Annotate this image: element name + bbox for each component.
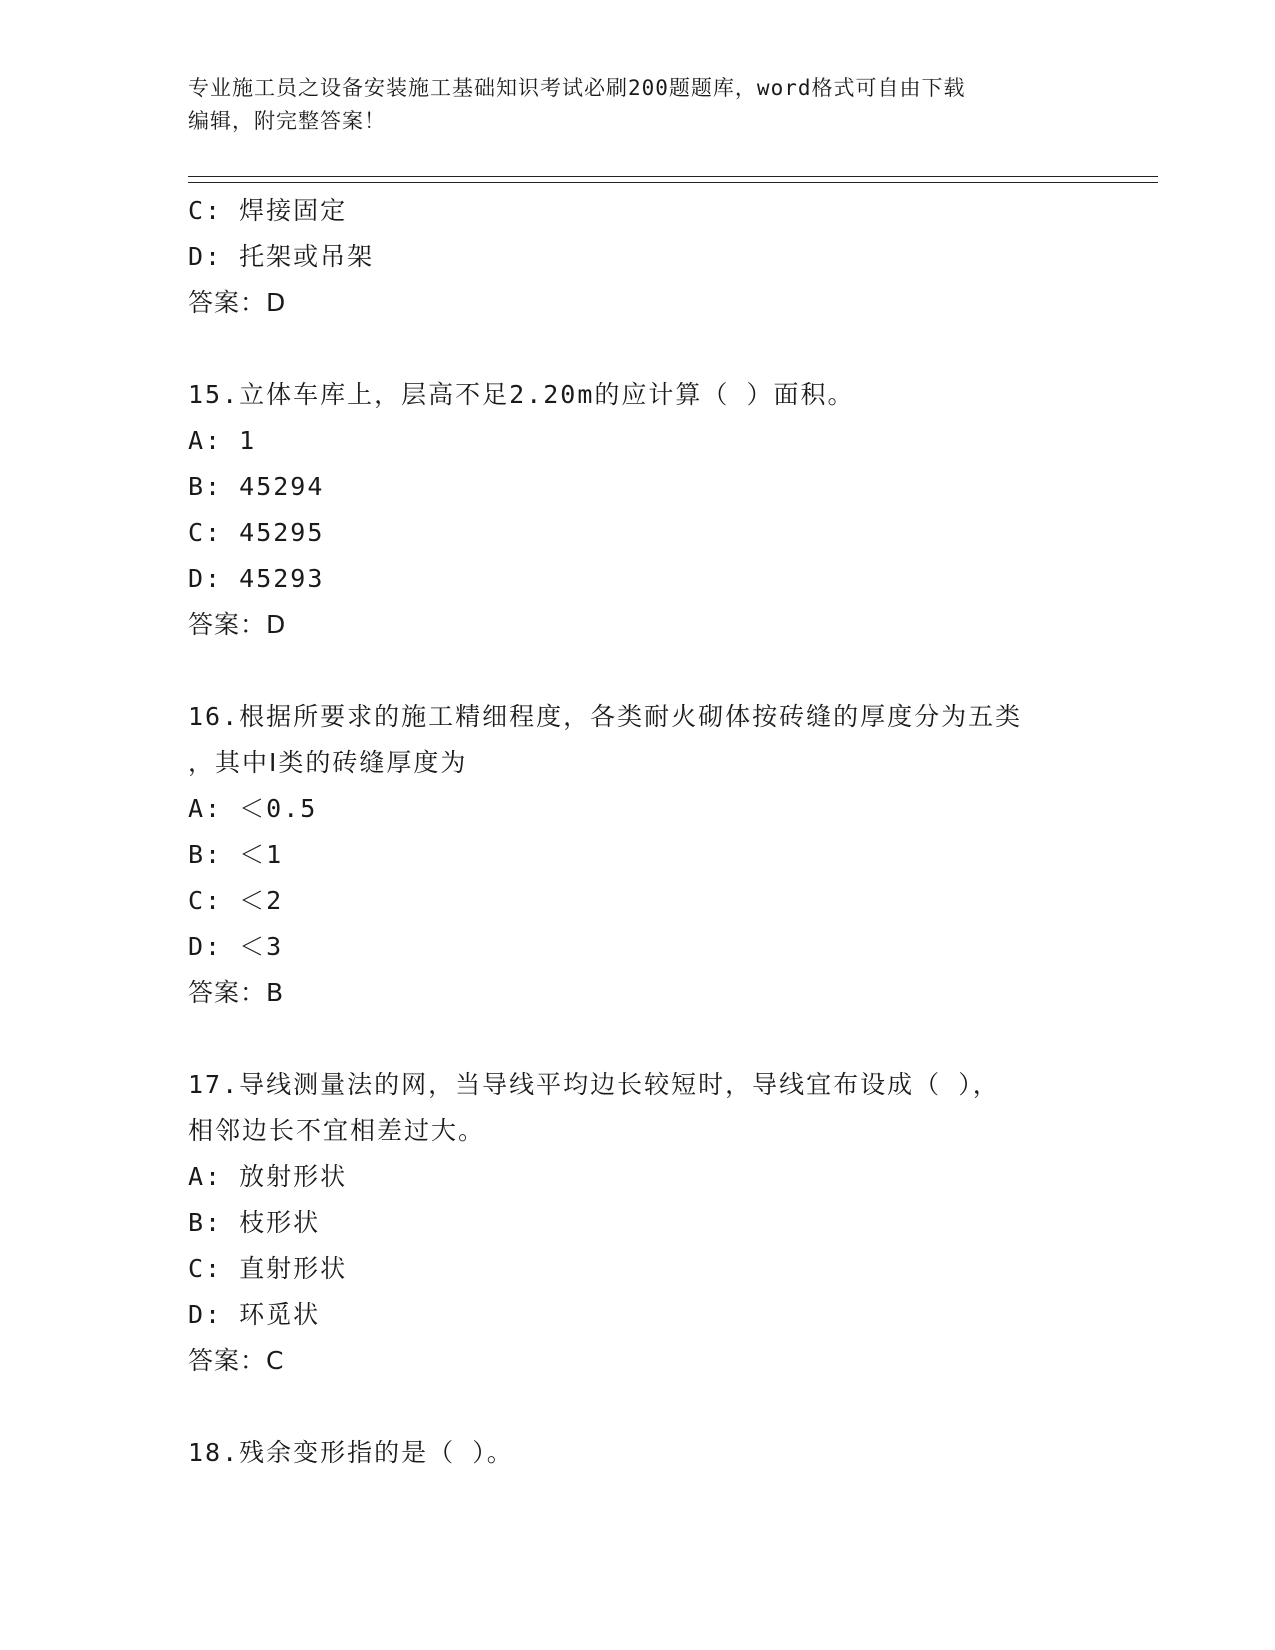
answer: 答案：D bbox=[188, 610, 287, 639]
option-b: B: 枝形状 bbox=[188, 1208, 321, 1237]
question-15 bbox=[188, 372, 1148, 648]
spacer bbox=[188, 1384, 1148, 1430]
option-c: C: ＜2 bbox=[188, 886, 284, 915]
question-17 bbox=[188, 1062, 1148, 1384]
header-title-line-1: 专业施工员之设备安装施工基础知识考试必刷200题题库，word格式可自由下载 bbox=[188, 76, 966, 100]
option-c: C: 45295 bbox=[188, 518, 325, 547]
option-a: A: 1 bbox=[188, 426, 257, 455]
question-stem: 18.残余变形指的是（ ）。 bbox=[188, 1438, 514, 1467]
answer: 答案：D bbox=[188, 288, 287, 317]
option-b: B: 45294 bbox=[188, 472, 325, 501]
option-d: D: 托架或吊架 bbox=[188, 242, 375, 271]
option-c: C: 直射形状 bbox=[188, 1254, 348, 1283]
option-a: A: ＜0.5 bbox=[188, 794, 318, 823]
answer: 答案：B bbox=[188, 978, 285, 1007]
option-a: A: 放射形状 bbox=[188, 1162, 348, 1191]
question-stem-line-2: 相邻边长不宜相差过大。 bbox=[188, 1116, 486, 1145]
question-16 bbox=[188, 694, 1148, 1016]
header-title-line-2: 编辑，附完整答案！ bbox=[188, 109, 386, 133]
header-divider-bottom bbox=[188, 182, 1158, 183]
option-c: C: 焊接固定 bbox=[188, 196, 348, 225]
question-stem: 15.立体车库上，层高不足2.20m的应计算（ ）面积。 bbox=[188, 380, 855, 409]
option-b: B: ＜1 bbox=[188, 840, 284, 869]
question-stem-line-2: ，其中Ⅰ类的砖缝厚度为 bbox=[188, 748, 468, 777]
answer: 答案：C bbox=[188, 1346, 285, 1375]
option-d: D: 环觅状 bbox=[188, 1300, 321, 1329]
header-divider-top bbox=[188, 176, 1158, 177]
spacer bbox=[188, 326, 1148, 372]
spacer bbox=[188, 648, 1148, 694]
question-list bbox=[188, 188, 1148, 1476]
option-d: D: ＜3 bbox=[188, 932, 284, 961]
question-18 bbox=[188, 1430, 1148, 1476]
question-14 bbox=[188, 188, 1148, 326]
document-header bbox=[188, 72, 1088, 138]
spacer bbox=[188, 1016, 1148, 1062]
question-stem-line-1: 17.导线测量法的网，当导线平均边长较短时，导线宜布设成（ ）， bbox=[188, 1070, 1000, 1099]
option-d: D: 45293 bbox=[188, 564, 325, 593]
question-stem-line-1: 16.根据所要求的施工精细程度，各类耐火砌体按砖缝的厚度分为五类 bbox=[188, 702, 1023, 731]
